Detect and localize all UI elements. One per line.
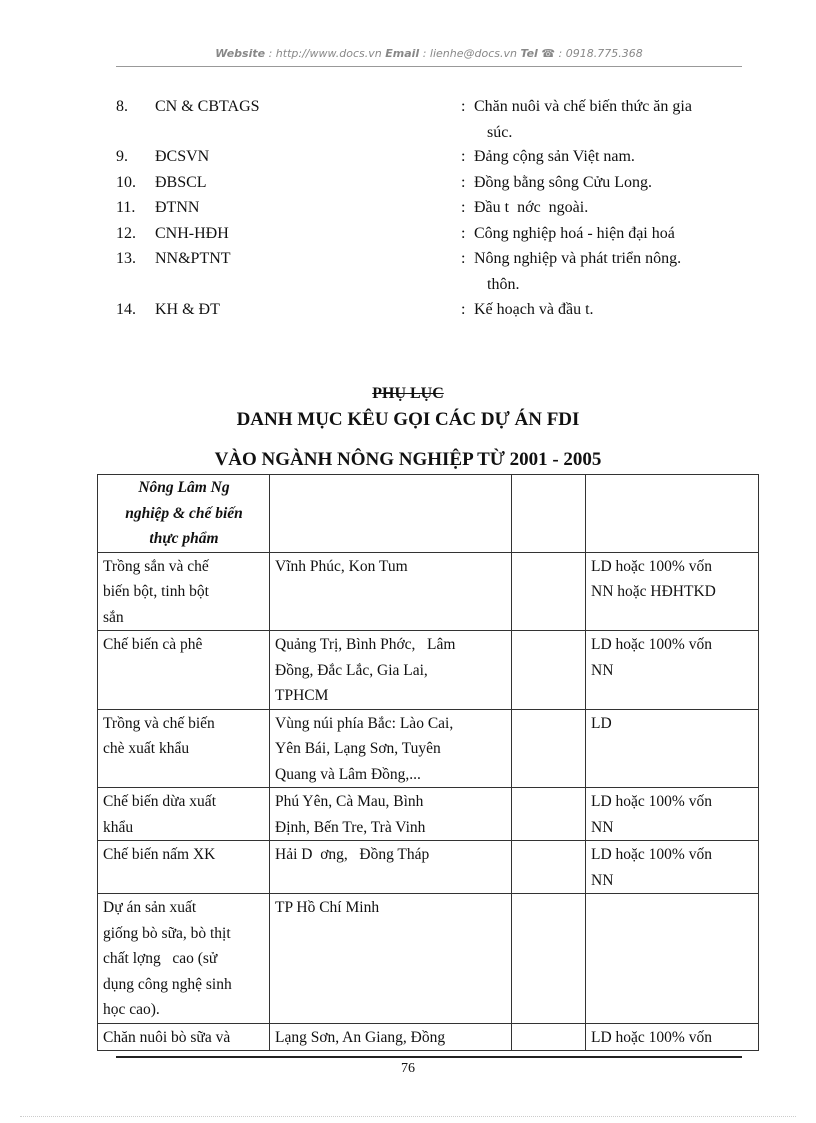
- table-row: [98, 709, 759, 788]
- item-number: 11.: [116, 199, 136, 216]
- item-number: 10.: [116, 174, 136, 191]
- blank-cell: [512, 841, 586, 894]
- item-number: 13.: [116, 250, 136, 267]
- appendix-title: PHỤ LỤC: [372, 385, 444, 402]
- item-code: ĐTNN: [155, 199, 200, 216]
- item-colon: :: [461, 199, 466, 216]
- investment-form-cell: LD hoặc 100% vốn NN: [586, 788, 759, 841]
- table-header-row: [98, 475, 759, 553]
- item-description: Nông nghiệp và phát triển nông. thôn.: [474, 250, 682, 293]
- investment-form-cell: [586, 894, 759, 1024]
- item-description: Đầu t nớc ngoài.: [474, 199, 589, 216]
- project-cell: Chăn nuôi bò sữa và: [98, 1023, 270, 1051]
- fdi-projects-table: [97, 474, 759, 1051]
- location-cell: Quảng Trị, Bình Phớc, Lâm Đồng, Đắc Lắc, Gia Lai, TPHCM: [270, 631, 512, 710]
- location-cell: TP Hồ Chí Minh: [270, 894, 512, 1024]
- investment-form-cell: LD hoặc 100% vốn NN: [586, 631, 759, 710]
- footer-divider: [116, 1056, 742, 1058]
- item-code: CN & CBTAGS: [155, 98, 260, 115]
- project-cell: Trồng và chế biến chè xuất khẩu: [98, 709, 270, 788]
- tel-value: : 0918.775.368: [558, 47, 643, 60]
- header-cell-sector: Nông Lâm Ng nghiệp & chế biến thực phẩm: [98, 475, 270, 553]
- item-colon: :: [461, 301, 466, 318]
- project-cell: Chế biến cà phê: [98, 631, 270, 710]
- item-code: CNH-HĐH: [155, 225, 229, 242]
- investment-form-cell: LD hoặc 100% vốn NN: [586, 841, 759, 894]
- project-cell: Trồng sắn và chế biến bột, tinh bột sắn: [98, 552, 270, 631]
- blank-cell: [512, 1023, 586, 1051]
- project-cell: Dự án sản xuất giống bò sữa, bò thịt chất lợng cao (sử dụng công nghệ sinh học cao).: [98, 894, 270, 1024]
- website-label: Website: [215, 47, 266, 60]
- website-value: : http://www.docs.vn: [268, 47, 382, 60]
- tel-label: Tel: [520, 47, 538, 60]
- item-description: Đồng bằng sông Cửu Long.: [474, 174, 652, 191]
- item-description: Công nghiệp hoá - hiện đại hoá: [474, 225, 675, 242]
- investment-form-cell: LD hoặc 100% vốn: [586, 1023, 759, 1051]
- page-number: 76: [401, 1061, 415, 1076]
- item-code: ĐBSCL: [155, 174, 207, 191]
- table-row: [98, 631, 759, 710]
- item-colon: :: [461, 174, 466, 191]
- item-description: Chăn nuôi và chế biến thức ăn gia súc.: [474, 98, 692, 141]
- header-divider: [116, 66, 742, 67]
- item-colon: :: [461, 98, 466, 115]
- blank-cell: [512, 788, 586, 841]
- item-number: 8.: [116, 98, 128, 115]
- blank-cell: [512, 894, 586, 1024]
- item-code: KH & ĐT: [155, 301, 220, 318]
- item-description: Đảng cộng sản Việt nam.: [474, 148, 635, 165]
- investment-form-cell: LD: [586, 709, 759, 788]
- location-cell: Phú Yên, Cà Mau, Bình Định, Bến Tre, Trà Vinh: [270, 788, 512, 841]
- list-title: DANH MỤC KÊU GỌI CÁC DỰ ÁN FDI: [236, 409, 580, 430]
- project-cell: Chế biến dừa xuất khẩu: [98, 788, 270, 841]
- item-number: 12.: [116, 225, 136, 242]
- project-cell: Chế biến nấm XK: [98, 841, 270, 894]
- table-row: [98, 788, 759, 841]
- blank-cell: [512, 552, 586, 631]
- item-colon: :: [461, 250, 466, 267]
- item-number: 14.: [116, 301, 136, 318]
- blank-cell: [512, 709, 586, 788]
- list-subtitle: VÀO NGÀNH NÔNG NGHIỆP TỪ 2001 - 2005: [214, 449, 602, 470]
- item-code: ĐCSVN: [155, 148, 210, 165]
- location-cell: Lạng Sơn, An Giang, Đồng: [270, 1023, 512, 1051]
- location-cell: Vùng núi phía Bắc: Lào Cai, Yên Bái, Lạng Sơn, Tuyên Quang và Lâm Đồng,...: [270, 709, 512, 788]
- email-label: Email: [385, 47, 420, 60]
- item-colon: :: [461, 148, 466, 165]
- table-row: [98, 1023, 759, 1051]
- blank-cell: [512, 631, 586, 710]
- item-code: NN&PTNT: [155, 250, 231, 267]
- page-header: [116, 47, 742, 60]
- location-cell: Hải D ơng, Đồng Tháp: [270, 841, 512, 894]
- item-number: 9.: [116, 148, 128, 165]
- investment-form-cell: LD hoặc 100% vốn NN hoặc HĐHTKD: [586, 552, 759, 631]
- item-description: Kế hoạch và đầu t.: [474, 301, 594, 318]
- item-colon: :: [461, 225, 466, 242]
- phone-icon: ☎: [541, 47, 556, 60]
- email-value: : lienhe@docs.vn: [422, 47, 517, 60]
- table-row: [98, 552, 759, 631]
- header-cell-location: [270, 475, 512, 553]
- location-cell: Vĩnh Phúc, Kon Tum: [270, 552, 512, 631]
- page-edge: [20, 1116, 796, 1117]
- table-row: [98, 894, 759, 1024]
- table-row: [98, 841, 759, 894]
- header-cell-blank: [512, 475, 586, 553]
- header-cell-form: [586, 475, 759, 553]
